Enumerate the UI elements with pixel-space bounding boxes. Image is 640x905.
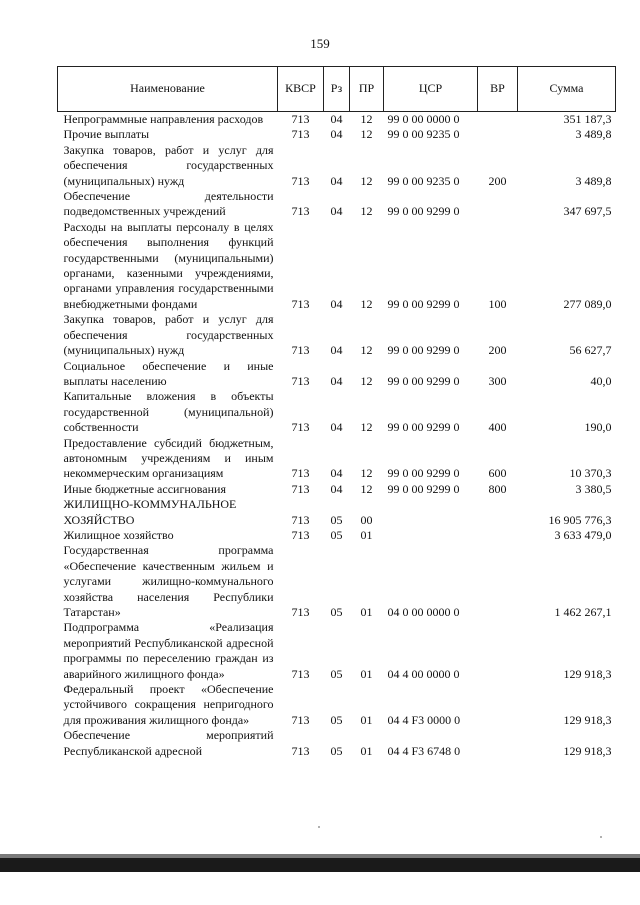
cell-csr: 99 0 00 9235 0 (387, 127, 460, 142)
cell-vr (478, 620, 518, 682)
cell-kvsr: 713 (291, 666, 310, 681)
cell-name: ЖИЛИЩНО-КОММУНАЛЬНОЕ ХОЗЯЙСТВО (63, 497, 237, 527)
cell-kvsr: 713 (291, 605, 310, 619)
cell-sum: 129 918,3 (563, 712, 612, 727)
cell-name: Закупка товаров, работ и услуг для обеспечения государственных (муниципальных) нужд (63, 142, 274, 188)
cell-sum: 56 627,7 (569, 343, 612, 358)
header-kvsr: КВСР (278, 67, 324, 112)
cell-pr: 12 (360, 373, 373, 388)
cell-pr: 12 (360, 204, 373, 219)
cell-pr: 12 (360, 466, 373, 481)
cell-rz: 05 (330, 605, 343, 619)
cell-kvsr: 713 (291, 173, 310, 188)
cell-sum: 16 905 776,3 (548, 512, 612, 527)
cell-vr (478, 189, 518, 220)
cell-name: Жилищное хозяйство (63, 527, 174, 542)
cell-sum: 10 370,3 (569, 466, 612, 481)
cell-kvsr: 713 (291, 527, 310, 542)
cell-name: Капитальные вложения в объекты государственной (муниципальной) собственности (63, 389, 274, 435)
cell-vr (478, 112, 518, 128)
cell-csr: 99 0 00 9299 0 (387, 481, 460, 496)
budget-table (57, 66, 616, 759)
cell-name: Обеспечение деятельности подведомственных учреждений (63, 189, 274, 219)
table-row (58, 359, 616, 390)
cell-pr: 01 (360, 666, 373, 681)
cell-vr (478, 127, 518, 142)
cell-rz: 05 (330, 512, 343, 527)
cell-name: Федеральный проект «Обеспечение устойчивого сокращения непригодного для проживания жилищного фонда» (63, 682, 274, 727)
cell-kvsr: 713 (291, 743, 310, 758)
table-row (58, 682, 616, 728)
table-row (58, 189, 616, 220)
cell-csr: 99 0 00 9299 0 (387, 204, 460, 219)
cell-kvsr: 713 (291, 512, 310, 527)
table-row (58, 312, 616, 358)
cell-pr: 12 (360, 127, 373, 142)
cell-pr: 01 (360, 743, 373, 758)
cell-sum: 3 633 479,0 (554, 527, 612, 542)
cell-kvsr: 713 (291, 420, 310, 435)
cell-csr (384, 497, 478, 528)
cell-vr: 200 (488, 343, 507, 358)
scan-speck (600, 836, 602, 838)
cell-pr: 12 (360, 343, 373, 358)
cell-csr: 99 0 00 9299 0 (387, 466, 460, 481)
cell-vr: 800 (488, 481, 507, 496)
cell-sum: 129 918,3 (563, 743, 612, 758)
cell-csr: 04 4 F3 0000 0 (387, 712, 461, 727)
cell-pr: 12 (360, 112, 373, 126)
table-row (58, 143, 616, 189)
cell-kvsr: 713 (291, 204, 310, 219)
cell-csr: 04 4 00 0000 0 (387, 666, 460, 681)
table-row (58, 436, 616, 482)
cell-sum: 1 462 267,1 (554, 605, 612, 619)
scan-bottom-band (0, 858, 640, 872)
cell-sum: 351 187,3 (563, 112, 612, 126)
table-header-row (58, 67, 616, 112)
cell-csr: 99 0 00 0000 0 (387, 112, 460, 126)
header-rz: Рз (324, 67, 350, 112)
header-sum: Сумма (518, 67, 616, 112)
cell-rz: 04 (330, 296, 343, 311)
cell-rz: 04 (330, 466, 343, 481)
header-vr: ВР (478, 67, 518, 112)
header-csr: ЦСР (384, 67, 478, 112)
table-row (58, 482, 616, 497)
cell-rz: 05 (330, 712, 343, 727)
cell-rz: 04 (330, 173, 343, 188)
cell-rz: 04 (330, 127, 343, 142)
page-number: 159 (310, 36, 330, 51)
cell-pr: 01 (360, 527, 373, 542)
cell-name: Государственная программа «Обеспечение качественным жильем и услугами жилищно-коммунального хозяйства населения Республики Татарстан» (63, 543, 274, 619)
cell-rz: 04 (330, 481, 343, 496)
cell-sum: 3 489,8 (575, 127, 612, 142)
table-row (58, 112, 616, 128)
cell-sum: 277 089,0 (563, 296, 612, 311)
cell-rz: 05 (330, 666, 343, 681)
cell-sum: 190,0 (584, 420, 612, 435)
cell-name: Обеспечение мероприятий Республиканской адресной (63, 728, 274, 758)
cell-kvsr: 713 (291, 127, 310, 142)
cell-kvsr: 713 (291, 296, 310, 311)
table-row (58, 220, 616, 312)
cell-csr: 99 0 00 9299 0 (387, 343, 460, 358)
cell-pr: 01 (360, 712, 373, 727)
cell-name: Подпрограмма «Реализация мероприятий Республиканской адресной программы по переселению граждан из аварийного жилищного фонда» (63, 620, 274, 681)
cell-csr: 04 0 00 0000 0 (387, 605, 460, 619)
cell-csr: 99 0 00 9299 0 (387, 420, 460, 435)
cell-csr (384, 528, 478, 543)
table-row (58, 127, 616, 142)
cell-kvsr: 713 (291, 712, 310, 727)
cell-name: Расходы на выплаты персоналу в целях обеспечения выполнения функций государственными (муниципальными) органами, казенными учреждениями, органами управления государственными внебюджетными фондами (63, 219, 274, 311)
cell-vr: 600 (488, 466, 507, 481)
cell-name: Прочие выплаты (63, 127, 150, 142)
cell-rz: 04 (330, 373, 343, 388)
cell-csr: 99 0 00 9235 0 (387, 173, 460, 188)
cell-csr: 99 0 00 9299 0 (387, 373, 460, 388)
cell-kvsr: 713 (291, 373, 310, 388)
cell-rz: 04 (330, 112, 343, 126)
cell-vr (478, 728, 518, 759)
scan-speck (318, 826, 320, 828)
cell-kvsr: 713 (291, 481, 310, 496)
cell-sum: 40,0 (590, 373, 612, 388)
cell-pr: 01 (360, 605, 373, 619)
cell-rz: 05 (330, 527, 343, 542)
cell-vr: 200 (488, 173, 507, 188)
cell-csr: 04 4 F3 6748 0 (387, 743, 461, 758)
table-row (58, 620, 616, 682)
cell-vr (478, 528, 518, 543)
cell-kvsr: 713 (291, 466, 310, 481)
cell-name: Закупка товаров, работ и услуг для обеспечения государственных (муниципальных) нужд (63, 312, 274, 358)
cell-name: Социальное обеспечение и иные выплаты населению (63, 358, 274, 388)
cell-name: Непрограммные направления расходов (63, 112, 264, 126)
cell-vr: 300 (488, 373, 507, 388)
header-pr: ПР (350, 67, 384, 112)
cell-csr: 99 0 00 9299 0 (387, 296, 460, 311)
header-name: Наименование (58, 67, 278, 112)
cell-vr: 100 (488, 296, 507, 311)
cell-vr (478, 543, 518, 620)
cell-sum: 129 918,3 (563, 666, 612, 681)
cell-rz: 05 (330, 743, 343, 758)
cell-vr: 400 (488, 420, 507, 435)
cell-pr: 12 (360, 173, 373, 188)
table-row (58, 528, 616, 543)
cell-pr: 12 (360, 481, 373, 496)
cell-name: Иные бюджетные ассигнования (63, 481, 226, 496)
cell-name: Предоставление субсидий бюджетным, автономным учреждениям и иным некоммерческим организациям (63, 435, 274, 481)
cell-pr: 12 (360, 420, 373, 435)
cell-vr (478, 497, 518, 528)
cell-rz: 04 (330, 420, 343, 435)
cell-vr (478, 682, 518, 728)
cell-kvsr: 713 (291, 112, 310, 126)
table-row (58, 389, 616, 435)
cell-kvsr: 713 (291, 343, 310, 358)
cell-sum: 347 697,5 (563, 204, 612, 219)
cell-sum: 3 489,8 (575, 173, 612, 188)
cell-pr: 12 (360, 296, 373, 311)
cell-rz: 04 (330, 343, 343, 358)
table-row (58, 497, 616, 528)
table-row (58, 543, 616, 620)
cell-sum: 3 380,5 (575, 481, 612, 496)
table-row (58, 728, 616, 759)
cell-rz: 04 (330, 204, 343, 219)
cell-pr: 00 (360, 512, 373, 527)
